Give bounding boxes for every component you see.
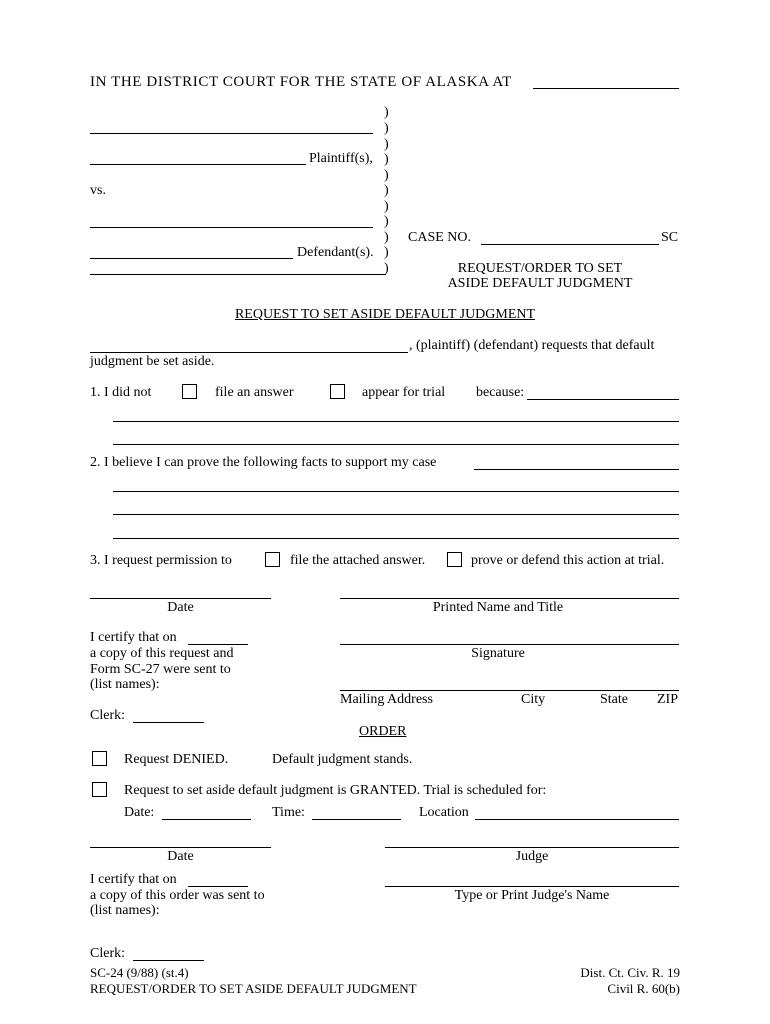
court-location-field[interactable]	[533, 88, 679, 89]
prove-defend-checkbox[interactable]	[447, 552, 462, 567]
order-certify-line-1: I certify that on	[90, 872, 177, 887]
caption-paren: )	[384, 199, 389, 214]
signature-field[interactable]	[340, 644, 679, 645]
trial-date-field[interactable]	[162, 819, 251, 820]
city-label: City	[521, 692, 546, 707]
trial-time-label: Time:	[272, 805, 305, 820]
denied-label: Request DENIED.	[124, 752, 229, 767]
item-2-text: 2. I believe I can prove the following facts to support my case	[90, 455, 437, 470]
caption-paren: )	[384, 152, 389, 167]
footer-form-name: REQUEST/ORDER TO SET ASIDE DEFAULT JUDGMENT	[90, 981, 417, 996]
denied-checkbox[interactable]	[92, 751, 107, 766]
appear-trial-checkbox[interactable]	[330, 384, 345, 399]
caption-paren: )	[384, 105, 389, 120]
judge-label: Judge	[515, 849, 549, 864]
facts-line-3[interactable]	[113, 514, 679, 515]
defendant-name-line-2[interactable]	[90, 258, 293, 259]
judge-name-label: Type or Print Judge's Name	[454, 888, 610, 903]
state-label: State	[600, 692, 628, 707]
case-no-suffix: SC	[661, 230, 679, 245]
request-certify-date-field[interactable]	[188, 644, 248, 645]
vs-label: vs.	[90, 183, 106, 198]
request-date-field[interactable]	[90, 598, 271, 599]
order-clerk-field[interactable]	[133, 960, 204, 961]
order-certify-line-3: (list names):	[90, 903, 160, 918]
order-clerk-label: Clerk:	[90, 946, 125, 961]
zip-label: ZIP	[657, 692, 678, 707]
defendant-name-line-1[interactable]	[90, 227, 373, 228]
item-1-prefix: 1. I did not	[90, 385, 152, 400]
request-date-label: Date	[167, 600, 194, 615]
appear-trial-label: appear for trial	[362, 385, 446, 400]
request-clerk-label: Clerk:	[90, 708, 125, 723]
caption-bottom-line	[90, 274, 386, 275]
because-field[interactable]	[527, 399, 679, 400]
because-line-3[interactable]	[113, 444, 679, 445]
request-clerk-field[interactable]	[133, 722, 204, 723]
caption-paren: )	[384, 137, 389, 152]
request-intro: , (plaintiff) (defendant) requests that default	[409, 338, 655, 353]
trial-date-label: Date:	[124, 805, 155, 820]
printed-name-field[interactable]	[340, 598, 679, 599]
footer-form-number: SC-24 (9/88) (st.4)	[90, 965, 189, 980]
order-certify-line-2: a copy of this order was sent to	[90, 888, 265, 903]
form-title-line-2: ASIDE DEFAULT JUDGMENT	[447, 276, 633, 291]
mailing-address-field[interactable]	[340, 690, 679, 691]
form-title-line-1: REQUEST/ORDER TO SET	[457, 261, 623, 276]
plaintiff-name-line-1[interactable]	[90, 133, 373, 134]
case-no-field[interactable]	[481, 244, 659, 245]
because-line-2[interactable]	[113, 421, 679, 422]
request-certify-line-4: (list names):	[90, 677, 160, 692]
signature-label: Signature	[471, 646, 525, 661]
plaintiffs-label: Plaintiff(s),	[309, 151, 373, 166]
case-no-label: CASE NO.	[408, 230, 472, 245]
order-certify-date-field[interactable]	[188, 886, 248, 887]
caption-paren: )	[384, 121, 389, 136]
caption-paren: )	[384, 230, 389, 245]
request-certify-line-1: I certify that on	[90, 630, 177, 645]
because-label: because:	[476, 385, 525, 400]
facts-field[interactable]	[474, 469, 679, 470]
judge-signature-field[interactable]	[385, 847, 679, 848]
requester-name-field[interactable]	[90, 352, 408, 353]
facts-line-2[interactable]	[113, 491, 679, 492]
caption-paren: )	[384, 245, 389, 260]
granted-label: Request to set aside default judgment is GRANTED. Trial is scheduled for:	[124, 783, 547, 798]
file-attached-answer-label: file the attached answer.	[290, 553, 426, 568]
trial-location-field[interactable]	[475, 819, 679, 820]
footer-rule-1: Dist. Ct. Civ. R. 19	[580, 965, 680, 980]
file-answer-label: file an answer	[215, 385, 294, 400]
trial-time-field[interactable]	[312, 819, 401, 820]
caption-paren: )	[384, 261, 389, 276]
file-attached-answer-checkbox[interactable]	[265, 552, 280, 567]
denied-note: Default judgment stands.	[272, 752, 413, 767]
request-certify-line-3: Form SC-27 were sent to	[90, 662, 231, 677]
caption-paren: )	[384, 214, 389, 229]
order-date-label: Date	[167, 849, 194, 864]
footer-rule-2: Civil R. 60(b)	[607, 981, 680, 996]
item-3-prefix: 3. I request permission to	[90, 553, 232, 568]
file-answer-checkbox[interactable]	[182, 384, 197, 399]
granted-checkbox[interactable]	[92, 782, 107, 797]
caption-paren: )	[384, 183, 389, 198]
defendants-label: Defendant(s).	[297, 245, 374, 260]
judge-name-field[interactable]	[385, 886, 679, 887]
request-intro-line-2: judgment be set aside.	[90, 354, 215, 369]
mailing-address-label: Mailing Address	[340, 692, 433, 707]
order-date-field[interactable]	[90, 847, 271, 848]
plaintiff-name-line-2[interactable]	[90, 164, 306, 165]
printed-name-label: Printed Name and Title	[432, 600, 564, 615]
request-heading: REQUEST TO SET ASIDE DEFAULT JUDGMENT	[234, 307, 536, 322]
court-title: IN THE DISTRICT COURT FOR THE STATE OF ALASKA AT	[90, 74, 512, 90]
trial-location-label: Location	[419, 805, 469, 820]
facts-line-4[interactable]	[113, 538, 679, 539]
caption-paren: )	[384, 168, 389, 183]
prove-defend-label: prove or defend this action at trial.	[471, 553, 665, 568]
request-certify-line-2: a copy of this request and	[90, 646, 234, 661]
order-heading: ORDER	[359, 724, 407, 739]
